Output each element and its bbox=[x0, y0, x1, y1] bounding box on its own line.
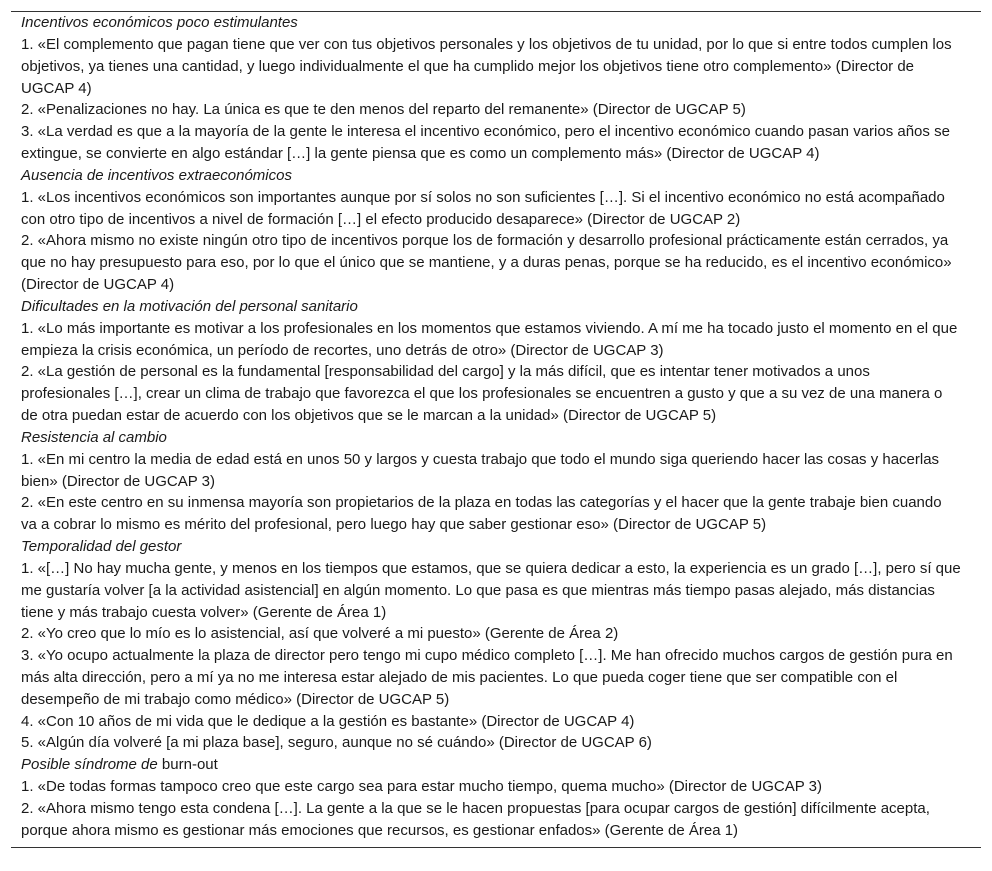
section-motivacion-personal bbox=[11, 296, 981, 427]
section-heading: Resistencia al cambio bbox=[21, 428, 167, 446]
section-heading: Dificultades en la motivación del personal sanitario bbox=[21, 297, 358, 315]
section-heading: Incentivos económicos poco estimulantes bbox=[21, 14, 298, 31]
quote-item: 1. «[…] No hay mucha gente, y menos en los tiempos que estamos, que se quiera dedicar a esto, la experiencia es un grado […], pero sí que me gustaría volver [a la actividad asistencial] en algún momento. Lo que pasa es que mientras más tiempo pasas alejado, más distancias tiene y más trabajo cuesta volver» (Gerente de Área 1) bbox=[21, 559, 961, 621]
quote-item: 2. «Penalizaciones no hay. La única es que te den menos del reparto del remanente» (Director de UGCAP 5) bbox=[21, 101, 746, 119]
quote-item: 1. «En mi centro la media de edad está en unos 50 y largos y cuesta trabajo que todo el mundo siga queriendo hacer las cosas y hacerlas bien» (Director de UGCAP 3) bbox=[21, 450, 940, 490]
quote-item: 2. «Ahora mismo tengo esta condena […]. La gente a la que se le hacen propuestas [para ocupar cargos de gestión] difícilmente acepta, porque ahora mismo es gestionar más emociones que recursos, es gestionar enfados» (Gerente de Área 1) bbox=[21, 799, 930, 839]
quote-item: 1. «El complemento que pagan tiene que ver con tus objetivos personales y los objetivos de tu unidad, por lo que si entre todos cumplen los objetivos, ya tienes una cantidad, y luego individualmente el que ha cumplido mejor los objetivos tiene otro complemento» (Director de UGCAP 4) bbox=[21, 36, 952, 97]
section-heading: Temporalidad del gestor bbox=[21, 537, 182, 555]
section-heading-italic: Posible síndrome de bbox=[21, 756, 158, 774]
section-burnout bbox=[11, 754, 981, 841]
quote-item: 5. «Algún día volveré [a mi plaza base], seguro, aunque no sé cuándo» (Director de UGCAP 6) bbox=[21, 734, 652, 752]
quote-item: 1. «De todas formas tampoco creo que este cargo sea para estar mucho tiempo, quema mucho» (Director de UGCAP 3) bbox=[21, 778, 822, 796]
quote-item: 1. «Lo más importante es motivar a los profesionales en los momentos que estamos viviendo. A mí me ha tocado justo el momento en el que empieza la crisis económica, un período de recortes, uno detrás de otro» (Director de UGCAP 3) bbox=[21, 319, 958, 359]
section-incentivos-extraeconomicos bbox=[11, 165, 981, 296]
quote-item: 2. «Ahora mismo no existe ningún otro tipo de incentivos porque los de formación y desarrollo profesional prácticamente están cerrados, ya que no hay presupuesto para eso, por lo que el único que se mantiene, y a duras penas, porque se ha reducido, es el incentivo económico» (Director de UGCAP 4) bbox=[21, 232, 952, 293]
section-heading: Ausencia de incentivos extraeconómicos bbox=[21, 166, 292, 184]
quote-item: 3. «La verdad es que a la mayoría de la gente le interesa el incentivo económico, pero el incentivo económico cuando pasan varios años se extingue, se convierte en algo estándar […] la gente piensa que es como un complemento más» (Director de UGCAP 4) bbox=[21, 123, 950, 162]
section-heading-upright: burn-out bbox=[161, 756, 218, 774]
quote-item: 4. «Con 10 años de mi vida que le dedique a la gestión es bastante» (Director de UGCAP 4) bbox=[21, 712, 635, 730]
quote-item: 2. «Yo creo que lo mío es lo asistencial, así que volveré a mi puesto» (Gerente de Área 2) bbox=[21, 625, 619, 643]
quote-item: 1. «Los incentivos económicos son importantes aunque por sí solos no son suficientes […]. Si el incentivo económico no está acompañado con otro tipo de incentivos a nivel de formación […] el efecto producido desaparece» (Director de UGCAP 2) bbox=[21, 188, 945, 228]
quote-item: 2. «En este centro en su inmensa mayoría son propietarios de la plaza en todas las categorías y el hacer que la gente trabaje bien cuando va a cobrar lo mismo es mérito del profesional, pero luego hay que saber gestionar eso» (Director de UGCAP 5) bbox=[21, 494, 942, 534]
section-resistencia-cambio bbox=[11, 427, 981, 536]
section-temporalidad-gestor bbox=[11, 536, 981, 754]
quote-item: 3. «Yo ocupo actualmente la plaza de director pero tengo mi cupo médico completo […]. Me han ofrecido muchos cargos de gestión pura en más alta dirección, pero a mí ya no me interesa estar alejado de mis pacientes. Lo que pueda coger tiene que ser compatible con el desempeño de mi trabajo como médico» (Director de UGCAP 5) bbox=[21, 647, 953, 708]
quotes-table bbox=[11, 11, 981, 848]
quote-item: 2. «La gestión de personal es la fundamental [responsabilidad del cargo] y la más difícil, que es intentar tener motivados a unos profesionales […], crear un clima de trabajo que favorezca el que los profesionales se encuentren a gusto y que a su vez de una manera o de otra puedan estar de acuerdo con los objetivos que se le marcan a la unidad» (Director de UGCAP 5) bbox=[21, 363, 943, 424]
section-heading bbox=[11, 754, 981, 776]
section-incentivos-economicos bbox=[11, 12, 981, 165]
